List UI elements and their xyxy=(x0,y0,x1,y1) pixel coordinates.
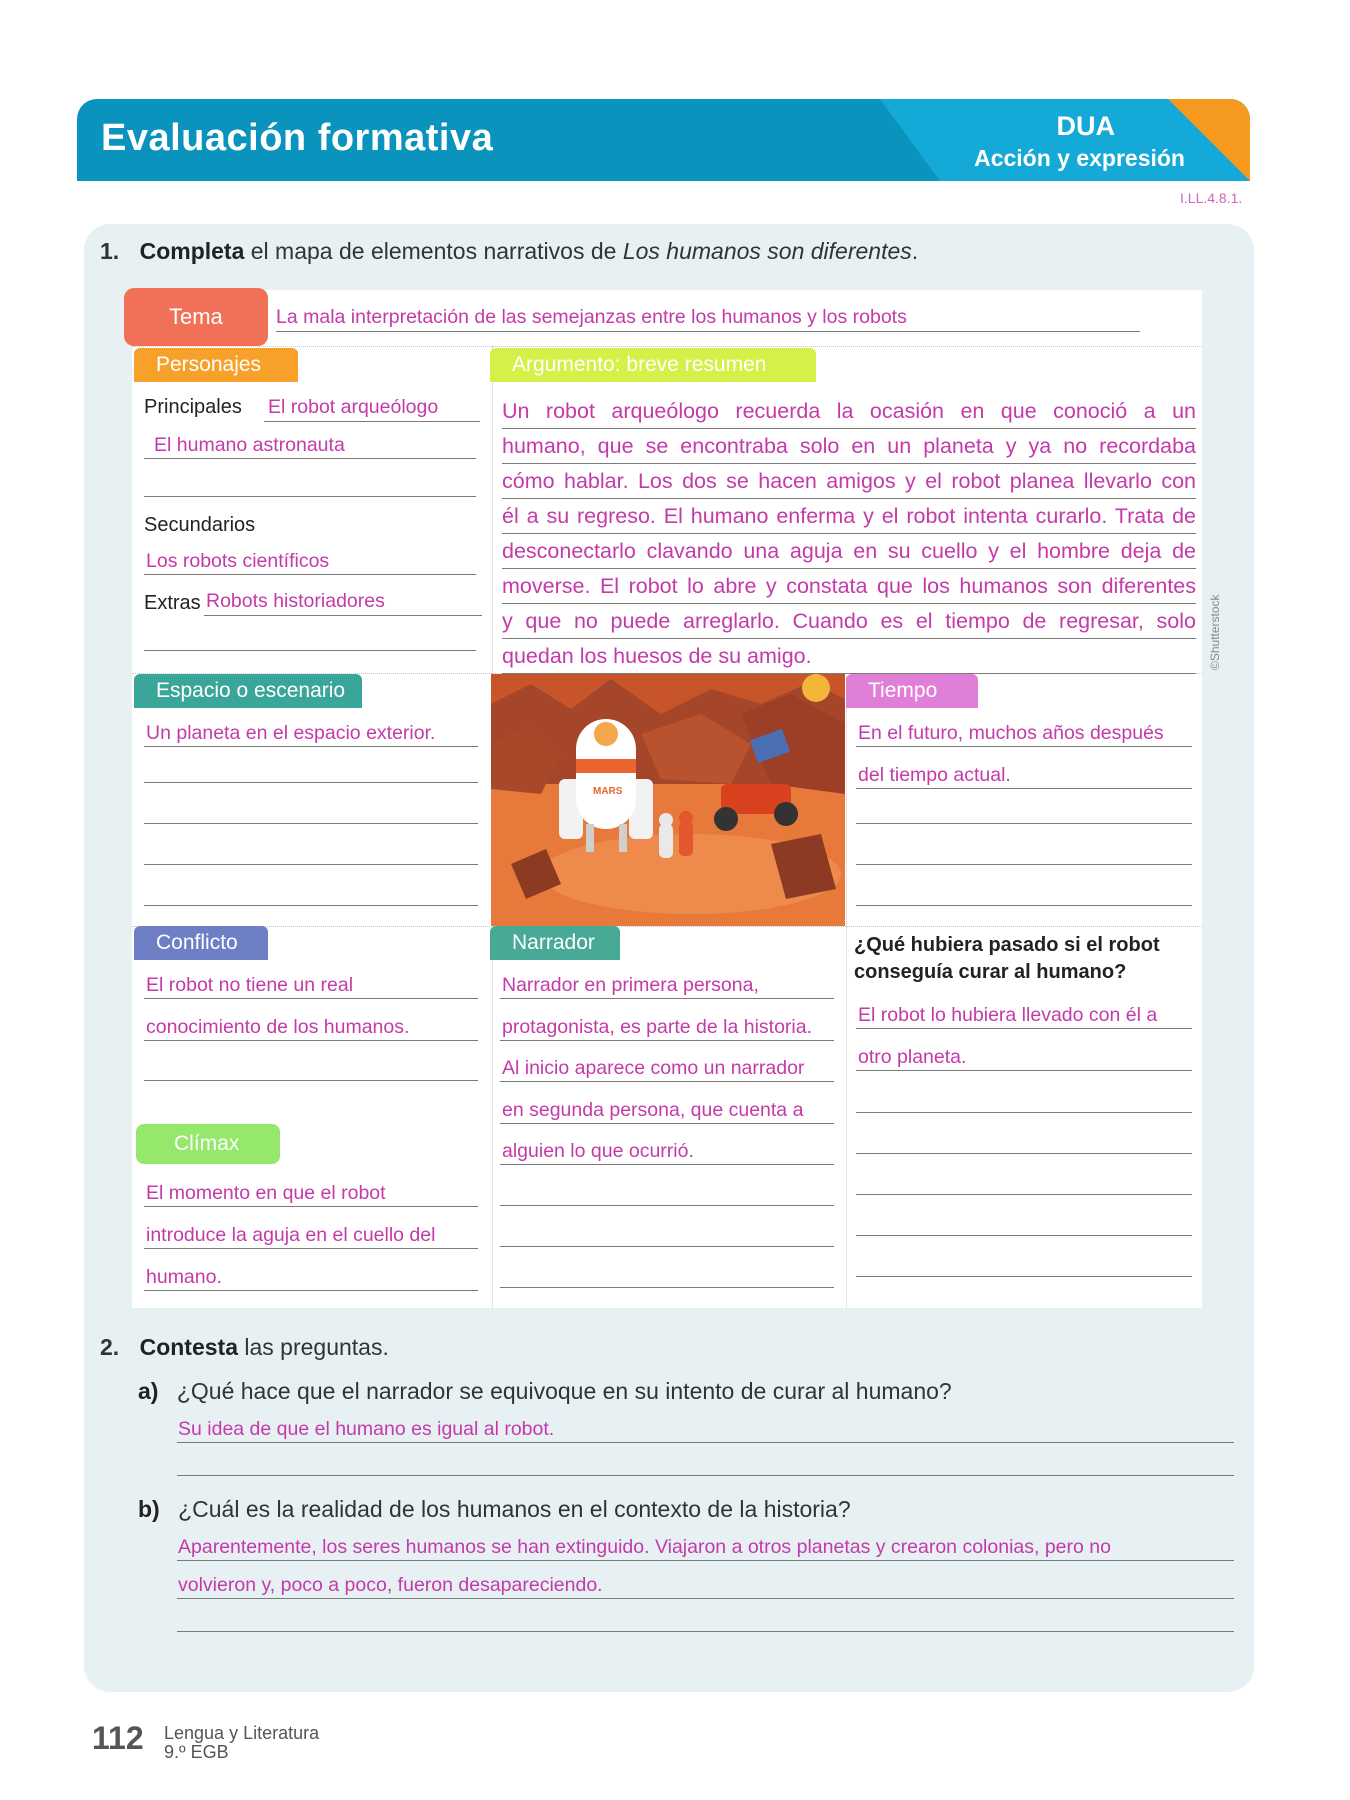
narrador-line-3[interactable]: Al inicio aparece como un narrador xyxy=(500,1055,834,1082)
tab-tema: Tema xyxy=(124,288,268,346)
dua-subtitle: Acción y expresión xyxy=(974,145,1185,171)
tiempo-line-3[interactable] xyxy=(856,823,1192,824)
narrador-line-6[interactable] xyxy=(500,1205,834,1206)
subquestion-letter: b) xyxy=(138,1496,160,1522)
question-verb: Completa xyxy=(139,238,245,264)
narrador-line-7[interactable] xyxy=(500,1246,834,1247)
hipotesis-line-1[interactable]: El robot lo hubiera llevado con él a xyxy=(856,1002,1192,1029)
narrador-line-2[interactable]: protagonista, es parte de la historia. xyxy=(500,1014,834,1041)
tiempo-line-5[interactable] xyxy=(856,905,1192,906)
espacio-line-2[interactable] xyxy=(144,782,478,783)
tab-narrador: Narrador xyxy=(490,926,620,960)
tiempo-line-1[interactable]: En el futuro, muchos años después xyxy=(856,720,1192,747)
hipotesis-line-5[interactable] xyxy=(856,1194,1192,1195)
argumento-line: cómo hablar. Los dos se hacen amigos y el robot planea llevarlo con xyxy=(502,464,1196,499)
work-title: Los humanos son diferentes xyxy=(622,238,912,264)
subquestion-text: ¿Cuál es la realidad de los humanos en el contexto de la historia? xyxy=(178,1496,851,1522)
footer-subject xyxy=(164,1724,319,1762)
indicator-code: I.LL.4.8.1. xyxy=(1180,190,1243,206)
hipotesis-question: ¿Qué hubiera pasado si el robot conseguía curar al humano? xyxy=(854,934,1160,983)
tab-conflicto: Conflicto xyxy=(134,926,268,960)
conflicto-line-3[interactable] xyxy=(144,1080,478,1081)
photo-credit: ©Shutterstock xyxy=(1208,594,1222,670)
hipotesis-line-7[interactable] xyxy=(856,1276,1192,1277)
espacio-line-3[interactable] xyxy=(144,823,478,824)
answer-2b-line-2[interactable]: volvieron y, poco a poco, fueron desapareciendo. xyxy=(177,1572,1234,1599)
extra-2-line[interactable] xyxy=(144,650,476,651)
question-number: 2. xyxy=(100,1334,120,1360)
answer-2a-line-1[interactable]: Su idea de que el humano es igual al robot. xyxy=(177,1416,1234,1443)
page-title: Evaluación formativa xyxy=(101,117,494,159)
grade-name: 9.º EGB xyxy=(164,1742,229,1762)
tiempo-line-2[interactable]: del tiempo actual. xyxy=(856,762,1192,789)
tema-answer[interactable]: La mala interpretación de las semejanzas entre los humanos y los robots xyxy=(276,304,1140,332)
question-2b xyxy=(138,1496,851,1523)
header-banner xyxy=(77,99,1250,181)
question-verb: Contesta xyxy=(139,1334,238,1360)
principal-3-line[interactable] xyxy=(144,496,476,497)
question-number: 1. xyxy=(100,238,120,264)
hipotesis-line-3[interactable] xyxy=(856,1112,1192,1113)
argumento-line: humano, que se encontraba solo en un planeta y ya no recordaba xyxy=(502,429,1196,464)
climax-line-3[interactable]: humano. xyxy=(144,1264,478,1291)
climax-line-1[interactable]: El momento en que el robot xyxy=(144,1180,478,1207)
argumento-line: moverse. El robot lo abre y constata que los humanos son diferentes xyxy=(502,569,1196,604)
hipotesis-line-2[interactable]: otro planeta. xyxy=(856,1044,1192,1071)
conflicto-line-2[interactable]: conocimiento de los humanos. xyxy=(144,1014,478,1041)
espacio-line-5[interactable] xyxy=(144,905,478,906)
extras-label: Extras xyxy=(144,592,201,614)
answer-2b-line-1[interactable]: Aparentemente, los seres humanos se han extinguido. Viajaron a otros planetas y crearon colonias, pero no xyxy=(177,1534,1234,1561)
extra-1[interactable]: Robots historiadores xyxy=(204,588,482,616)
page-number: 112 xyxy=(92,1720,144,1756)
tiempo-line-4[interactable] xyxy=(856,864,1192,865)
principal-2[interactable]: El humano astronauta xyxy=(144,432,476,459)
secundarios-label: Secundarios xyxy=(144,514,256,536)
argumento-line: quedan los huesos de su amigo. xyxy=(502,639,1196,674)
argumento-line: desconectarlo clavando una aguja en su cuello y el hombre deja de xyxy=(502,534,1196,569)
tab-personajes: Personajes xyxy=(134,348,298,382)
tab-climax: Clímax xyxy=(136,1124,280,1164)
tab-espacio: Espacio o escenario xyxy=(134,674,362,708)
question-2-title xyxy=(100,1334,389,1361)
question-end: . xyxy=(911,238,919,264)
answer-2b-line-3[interactable] xyxy=(177,1631,1234,1632)
subject-name: Lengua y Literatura xyxy=(164,1723,320,1743)
subquestion-letter: a) xyxy=(138,1378,159,1404)
answer-2a-line-2[interactable] xyxy=(177,1475,1234,1476)
principales-label: Principales xyxy=(144,396,242,418)
hipotesis-line-6[interactable] xyxy=(856,1235,1192,1236)
narrador-line-5[interactable]: alguien lo que ocurrió. xyxy=(500,1138,834,1165)
question-1-title xyxy=(100,238,918,265)
argumento-text[interactable] xyxy=(502,394,1196,674)
secundario-1[interactable]: Los robots científicos xyxy=(144,548,476,575)
principal-1[interactable]: El robot arqueólogo xyxy=(264,394,480,422)
argumento-line: él a su regreso. El humano enferma y el robot intenta curarlo. Trata de xyxy=(502,499,1196,534)
question-2a xyxy=(138,1378,952,1405)
tab-tiempo: Tiempo xyxy=(846,674,978,708)
dua-label: DUA xyxy=(1056,111,1115,141)
conflicto-line-1[interactable]: El robot no tiene un real xyxy=(144,972,478,999)
pod-label: MARS xyxy=(593,786,623,797)
argumento-line: y que no puede arreglarlo. Cuando es el tiempo de regresar, solo xyxy=(502,604,1196,639)
espacio-line-1[interactable]: Un planeta en el espacio exterior. xyxy=(144,720,478,747)
mars-illustration xyxy=(491,674,845,926)
climax-line-2[interactable]: introduce la aguja en el cuello del xyxy=(144,1222,478,1249)
narrador-line-8[interactable] xyxy=(500,1287,834,1288)
narrador-line-4[interactable]: en segunda persona, que cuenta a xyxy=(500,1097,834,1124)
narrador-line-1[interactable]: Narrador en primera persona, xyxy=(500,972,834,999)
question-text: las preguntas. xyxy=(237,1334,389,1360)
question-text: el mapa de elementos narrativos de xyxy=(244,238,623,264)
espacio-line-4[interactable] xyxy=(144,864,478,865)
hipotesis-line-4[interactable] xyxy=(856,1153,1192,1154)
subquestion-text: ¿Qué hace que el narrador se equivoque en su intento de curar al humano? xyxy=(176,1378,952,1404)
argumento-line: Un robot arqueólogo recuerda la ocasión en que conoció a un xyxy=(502,394,1196,429)
tab-argumento: Argumento: breve resumen xyxy=(490,348,816,382)
